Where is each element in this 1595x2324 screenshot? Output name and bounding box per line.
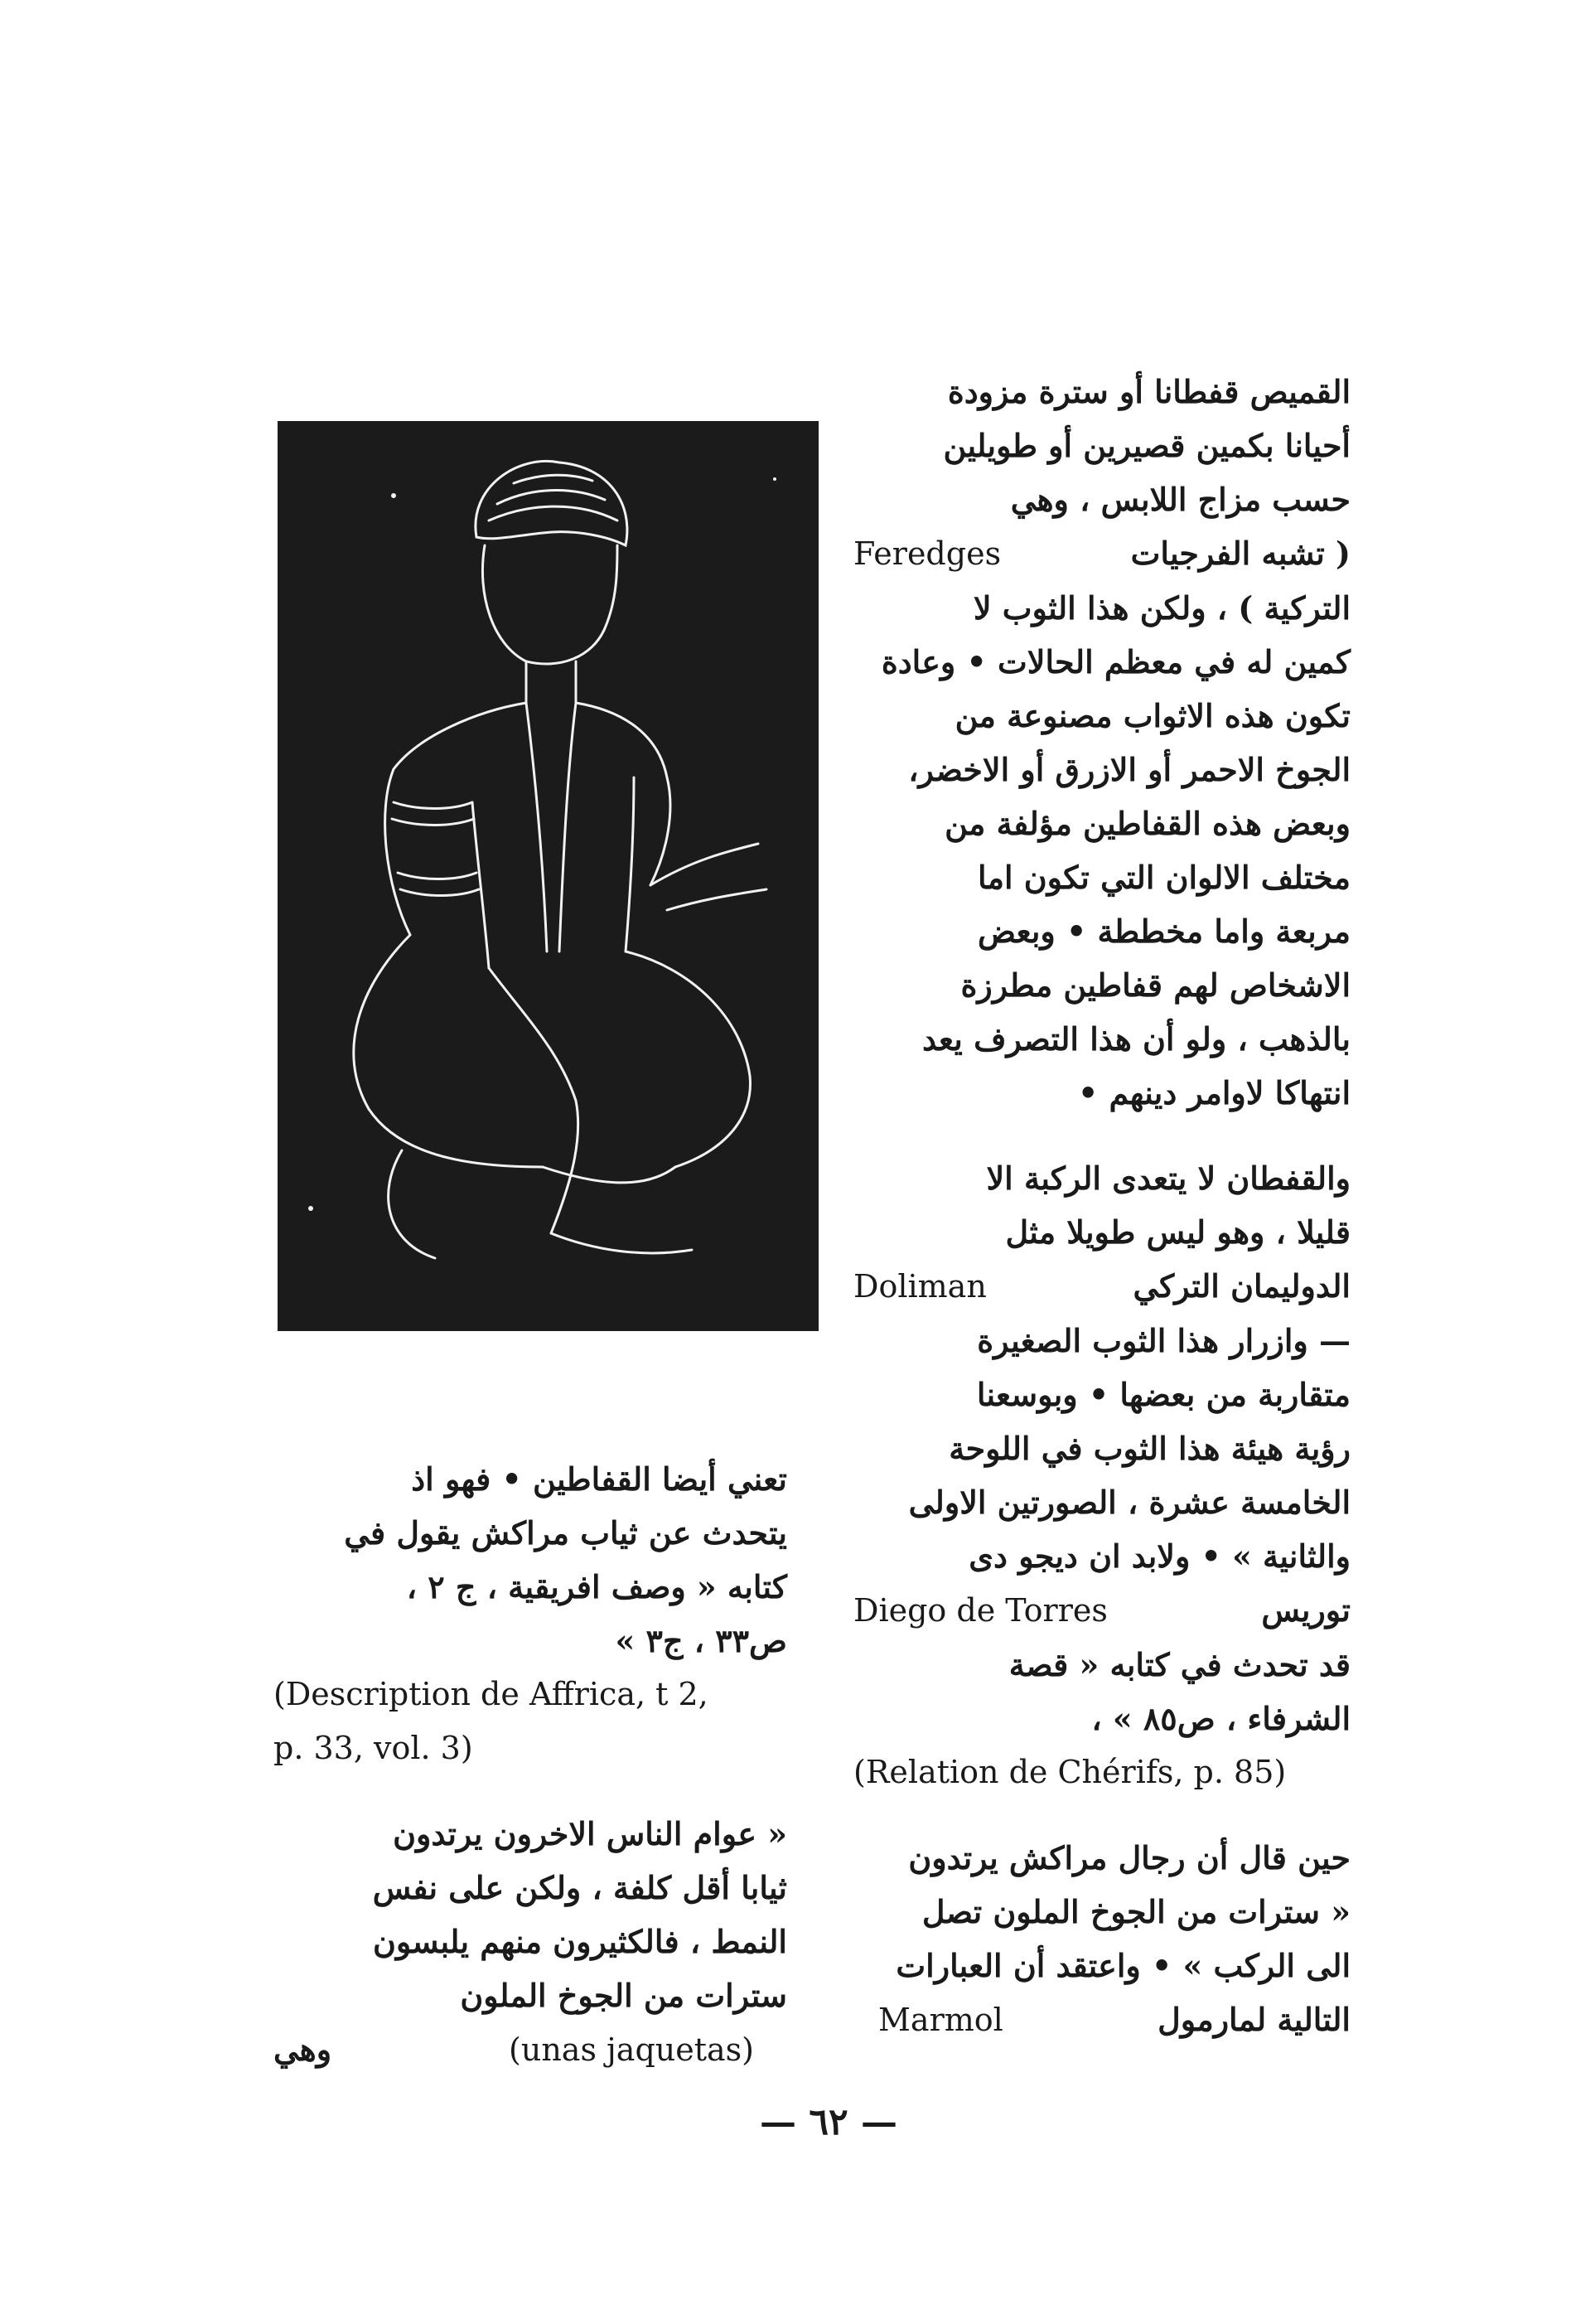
text-line-mixed bbox=[853, 526, 1351, 581]
text-line: متقاربة من بعضها • وبوسعنا bbox=[976, 1376, 1351, 1413]
citation-description-line: p. 33, vol. 3) bbox=[273, 1730, 473, 1766]
text-line: ص٣٣ ، ج٣ » bbox=[615, 1622, 787, 1659]
text-fragment: وهي bbox=[273, 2031, 332, 2068]
text-line: يتحدث عن ثياب مراكش يقول في bbox=[344, 1514, 787, 1552]
text-line: حسب مزاج اللابس ، وهي bbox=[1010, 481, 1351, 518]
text-line: « عوام الناس الاخرون يرتدون bbox=[393, 1815, 787, 1852]
text-line: سترات من الجوخ الملون bbox=[460, 1977, 787, 2014]
right-column bbox=[853, 365, 1351, 2047]
text-line: — وازرار هذا الثوب الصغيرة bbox=[977, 1322, 1351, 1359]
text-line: الى الركب » • واعتقد أن العبارات bbox=[896, 1947, 1351, 1984]
text-line: والقفطان لا يتعدى الركبة الا bbox=[986, 1160, 1351, 1197]
text-line: الخامسة عشرة ، الصورتين الاولى bbox=[908, 1484, 1351, 1521]
text-line: انتهاكا لاوامر دينهم • bbox=[1077, 1074, 1351, 1111]
text-line-mixed bbox=[853, 1583, 1351, 1638]
text-line: وبعض هذه القفاطين مؤلفة من bbox=[945, 805, 1351, 842]
text-line-mixed bbox=[853, 1259, 1351, 1314]
text-line: « سترات من الجوخ الملون تصل bbox=[921, 1893, 1351, 1930]
text-line: والثانية » • ولابد ان ديجو دى bbox=[969, 1537, 1351, 1575]
text-line: الاشخاص لهم قفاطين مطرزة bbox=[960, 966, 1351, 1004]
text-line: مختلف الالوان التي تكون اما bbox=[978, 859, 1351, 896]
latin-name-marmol: Marmol bbox=[878, 2002, 1003, 2038]
text-fragment: ( تشبه الفرجيات bbox=[1130, 535, 1351, 572]
text-line: ثيابا أقل كلفة ، ولكن على نفس bbox=[372, 1869, 787, 1906]
text-line: الجوخ الاحمر أو الازرق أو الاخضر، bbox=[908, 751, 1351, 788]
latin-term-unas: (unas jaquetas) bbox=[509, 2031, 754, 2068]
text-line: قليلا ، وهو ليس طويلا مثل bbox=[1005, 1213, 1351, 1251]
text-line-mixed bbox=[853, 1992, 1351, 2047]
text-line: حين قال أن رجال مراكش يرتدون bbox=[908, 1839, 1351, 1876]
figure-drawing bbox=[278, 421, 819, 1331]
text-line: كتابه « وصف افريقية ، ج ٢ ، bbox=[406, 1568, 787, 1605]
illustration-seated-figure bbox=[278, 421, 819, 1331]
latin-term-feredges: Feredges bbox=[853, 535, 1002, 572]
text-line: مربعة واما مخططة • وبعض bbox=[977, 913, 1351, 950]
latin-term-doliman: Doliman bbox=[853, 1268, 987, 1305]
citation-relation: (Relation de Chérifs, p. 85) bbox=[853, 1754, 1287, 1790]
text-line: كمين له في معظم الحالات • وعادة bbox=[881, 643, 1351, 680]
text-line: الشرفاء ، ص٨٥ » ، bbox=[1091, 1700, 1351, 1737]
text-line: التركية ) ، ولكن هذا الثوب لا bbox=[973, 589, 1351, 627]
text-line: تكون هذه الاثواب مصنوعة من bbox=[955, 697, 1351, 734]
text-line: رؤية هيئة هذا الثوب في اللوحة bbox=[949, 1430, 1351, 1467]
text-fragment: توريس bbox=[1261, 1591, 1351, 1629]
text-fragment: الدوليمان التركي bbox=[1133, 1267, 1351, 1305]
page-number: — ٦٢ — bbox=[760, 2101, 897, 2143]
text-line: بالذهب ، ولو أن هذا التصرف يعد bbox=[921, 1020, 1351, 1058]
text-line: تعني أيضا القفاطين • فهو اذ bbox=[411, 1460, 787, 1498]
text-line: أحيانا بكمين قصيرين أو طويلين bbox=[943, 427, 1351, 464]
text-line: النمط ، فالكثيرون منهم يلبسون bbox=[373, 1923, 787, 1960]
text-fragment: التالية لمارمول bbox=[1158, 2001, 1351, 2038]
text-line: القميص قفطانا أو سترة مزودة bbox=[947, 373, 1351, 410]
left-column bbox=[273, 1452, 787, 2077]
citation-description-line: (Description de Affrica, t 2, bbox=[273, 1676, 708, 1712]
text-line: قد تحدث في كتابه « قصة bbox=[1008, 1646, 1351, 1683]
text-line-mixed bbox=[273, 2022, 787, 2077]
latin-name-diego: Diego de Torres bbox=[853, 1592, 1108, 1629]
